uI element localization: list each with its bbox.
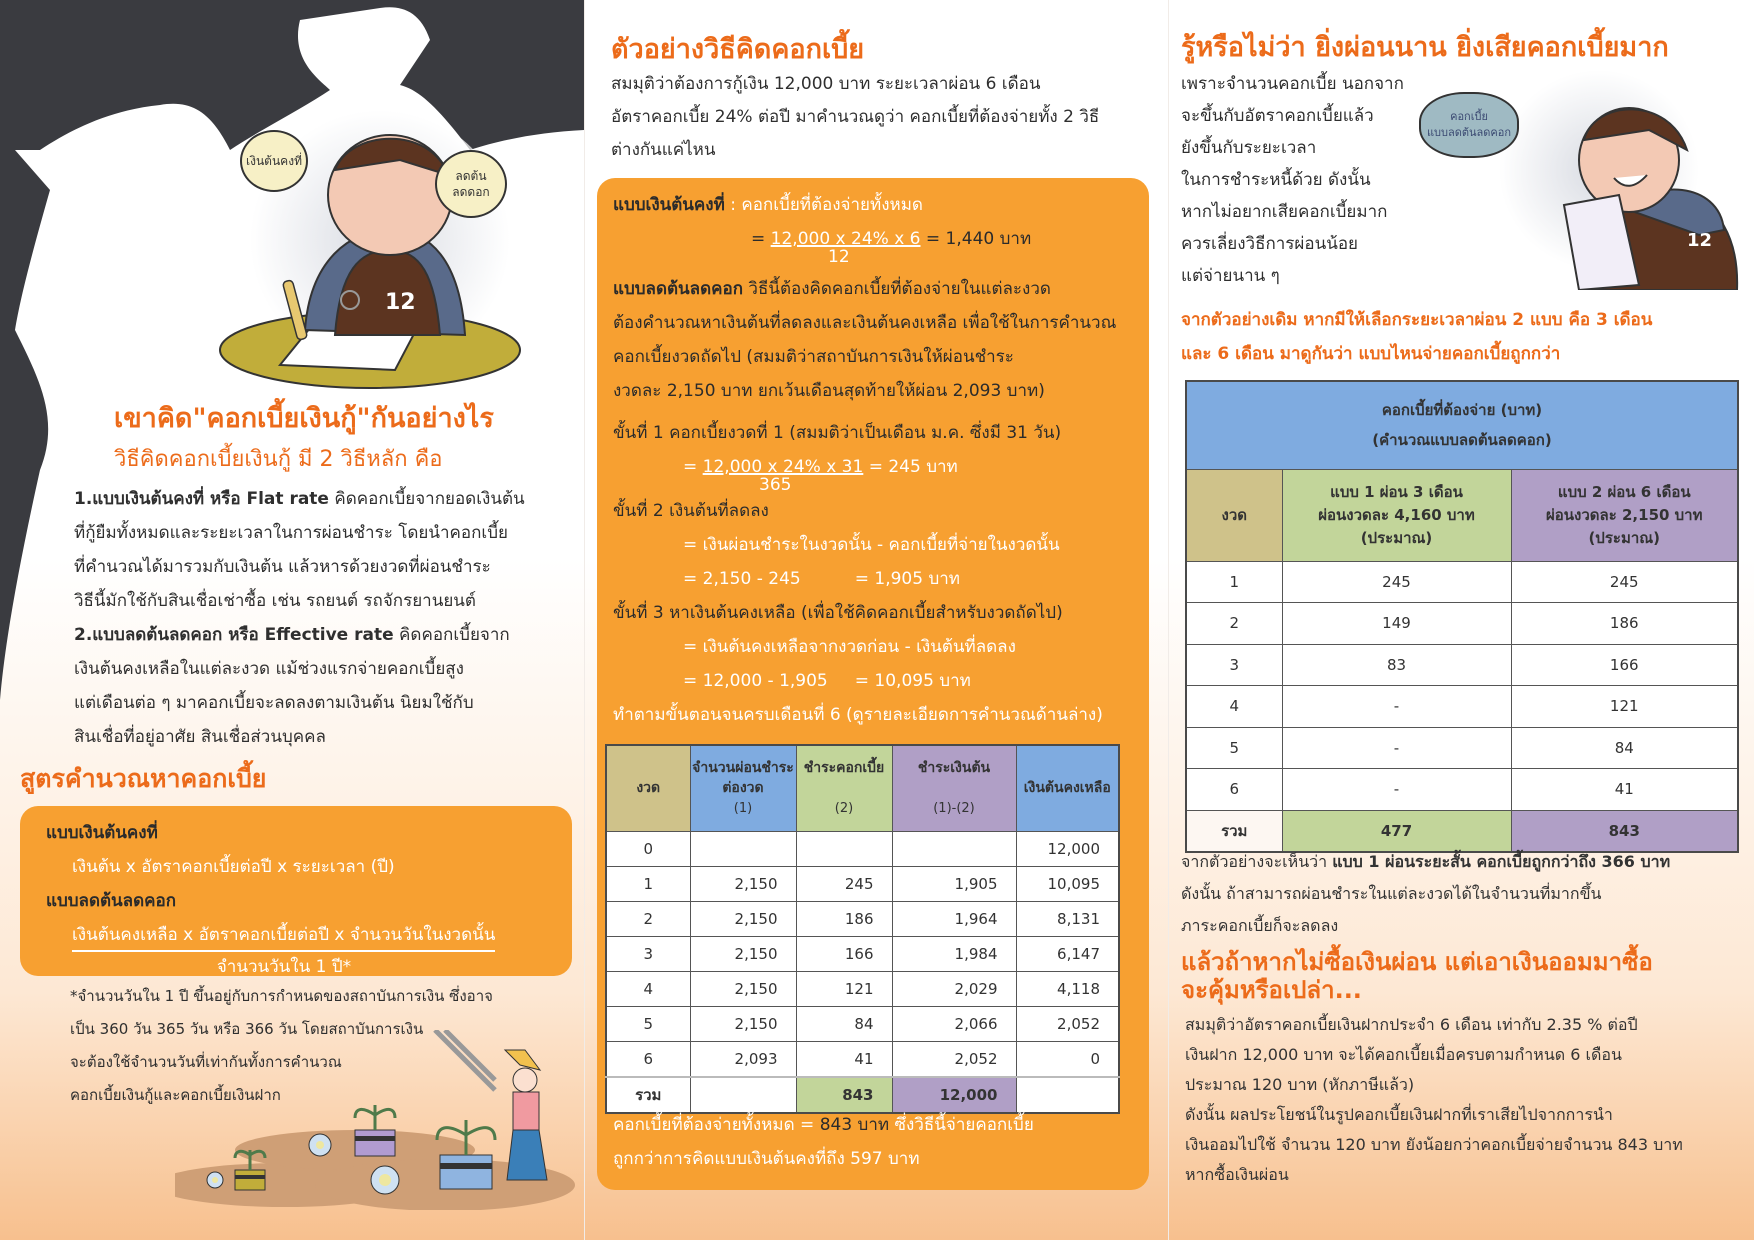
table-cell — [892, 831, 1016, 866]
bubble-text — [1427, 109, 1511, 141]
intro-line: ในการชำระหนี้ด้วย ดังนั้น — [1181, 170, 1371, 190]
table-cell: 2,052 — [1016, 1006, 1119, 1041]
title-line: แล้วถ้าหากไม่ซื้อเงินผ่อน แต่เอาเงินออมมาซื้อ — [1181, 948, 1653, 976]
question-line: และ 6 เดือน มาดูกันว่า แบบไหนจ่ายคอกเบี้ยถูกกว่า — [1181, 344, 1561, 364]
table-cell: 41 — [1511, 769, 1738, 811]
step1-numerator: 12,000 x 24% x 31 — [702, 457, 864, 477]
step2-title: ขั้นที่ 2 เงินต้นที่ลดลง — [613, 501, 769, 521]
table-cell: 5 — [1186, 727, 1282, 769]
reducing-label: แบบลดต้นลดคอก — [613, 279, 743, 299]
header-period: งวด — [1186, 469, 1282, 561]
step3-formula: = เงินต้นคงเหลือจากงวดก่อน - เงินต้นที่ลดลง — [683, 637, 1016, 657]
table-cell: - — [1282, 686, 1511, 728]
table-row — [606, 831, 1119, 866]
step3-calc: = 12,000 - 1,905 = 10,095 บาท — [683, 671, 971, 691]
table-cell: 0 — [606, 831, 690, 866]
comparison-question — [1181, 303, 1652, 371]
table-cell: 41 — [796, 1041, 892, 1077]
table-cell: 121 — [796, 971, 892, 1006]
table-cell: 1 — [606, 866, 690, 901]
step1-calc: = 12,000 x 24% x 31 = 245 บาท — [683, 457, 958, 477]
flat-rate-calc: = 12,000 x 24% x 6 = 1,440 บาท — [751, 229, 1032, 249]
conclusion-line: ดังนั้น ถ้าสามารถผ่อนชำระในแต่ละงวดได้ในจำนวนที่มากขึ้น — [1181, 884, 1602, 903]
table-cell: 2 — [1186, 603, 1282, 645]
saving-line: เงินออมไปใช้ จำนวน 120 บาท ยังน้อยกว่าคอกเบี้ยจ่ายจำนวน 843 บาท — [1185, 1135, 1683, 1154]
total-cell: รวม — [1186, 810, 1282, 852]
man-reading-paper-illustration — [1419, 70, 1739, 290]
comparison-conclusion — [1181, 846, 1741, 942]
formula-section-title: สูตรคำนวณหาคอกเบี้ย — [20, 764, 267, 793]
intro-line: ควรเลี่ยงวิธีการผ่อนน้อย — [1181, 234, 1359, 254]
table-cell: 1,964 — [892, 901, 1016, 936]
question-line: จากตัวอย่างเดิม หากมีให้เลือกระยะเวลาผ่อน 2 แบบ คือ 3 เดือน — [1181, 310, 1653, 330]
saving-line: ประมาณ 120 บาท (หักภาษีแล้ว) — [1185, 1075, 1415, 1094]
table-cell: 245 — [1511, 561, 1738, 603]
flat-formula: เงินต้น x อัตราคอกเบี้ยต่อปี x ระยะเวลา (ปี) — [72, 857, 395, 877]
table-row — [1186, 686, 1738, 728]
flat-calc-result: = 1,440 บาท — [920, 229, 1032, 249]
table-cell: 2,150 — [690, 901, 796, 936]
table-header-row — [1186, 469, 1738, 561]
table-row — [606, 971, 1119, 1006]
header-plan2: แบบ 2 ผ่อน 6 เดือน ผ่อนงวดละ 2,150 บาท (ประมาณ) — [1511, 469, 1738, 561]
result-text: คอกเบี้ยที่ต้องจ่ายทั้งหมด = — [613, 1115, 820, 1135]
footnote-line: เป็น 360 วัน 365 วัน หรือ 366 วัน โดยสถาบันการเงิน — [70, 1020, 424, 1038]
table-cell: 0 — [1016, 1041, 1119, 1077]
table-cell: 10,095 — [1016, 866, 1119, 901]
savings-explanation — [1185, 1010, 1745, 1190]
step1-result: = 245 บาท — [863, 457, 958, 477]
saving-line: สมมุติว่าอัตราคอกเบี้ยเงินฝากประจำ 6 เดือน เท่ากับ 2.35 % ต่อปี — [1185, 1015, 1638, 1034]
longer-term-more-interest-title: รู้หรือไม่ว่า ยิ่งผ่อนนาน ยิ่งเสียคอกเบี้ยมาก — [1181, 32, 1669, 63]
result-line — [613, 1108, 1133, 1142]
table-row — [1186, 769, 1738, 811]
step1-denominator: 365 — [759, 475, 792, 495]
bubble-text — [452, 168, 489, 200]
bubble-text: เงินต้นคงที่ — [246, 154, 302, 168]
total-interest-result — [613, 1108, 1133, 1176]
table-cell — [796, 831, 892, 866]
header-principal-paid: ชำระเงินต้น (1)-(2) — [892, 745, 1016, 831]
table-row — [606, 1006, 1119, 1041]
reducing-desc-line: งวดละ 2,150 บาท ยกเว้นเดือนสุดท้ายให้ผ่อน 2,093 บาท) — [613, 381, 1045, 401]
conclusion-text: จากตัวอย่างจะเห็นว่า — [1181, 852, 1333, 871]
table-row — [1186, 727, 1738, 769]
reducing-desc-line: ต้องคำนวณหาเงินต้นที่ลดลงและเงินต้นคงเหลือ เพื่อใช้ในการคำนวณ — [613, 313, 1117, 333]
table-cell: 186 — [1511, 603, 1738, 645]
step3-title: ขั้นที่ 3 หาเงินต้นคงเหลือ (เพื่อใช้คิดคอกเบี้ยสำหรับงวดถัดไป) — [613, 603, 1063, 623]
amortization-table — [605, 744, 1120, 1114]
bubble-line: ลดต้น — [455, 169, 487, 183]
method2-line: แต่เดือนต่อ ๆ มาคอกเบี้ยจะลดลงตามเงินต้น นิยมใช้กับ — [74, 693, 474, 713]
table-cell: 166 — [1511, 644, 1738, 686]
method2-line — [74, 618, 574, 652]
table-cell: 186 — [796, 901, 892, 936]
table-row — [1186, 603, 1738, 645]
intro-line: ต่างกันแค่ไหน — [611, 140, 716, 160]
table-cell: 3 — [606, 936, 690, 971]
flat-calc-numerator: 12,000 x 24% x 6 — [770, 229, 921, 249]
table-cell: 3 — [1186, 644, 1282, 686]
woman-cutting-credit-card-plants-illustration — [175, 1030, 575, 1210]
method2-line: สินเชื่อที่อยู่อาศัย สินเชื่อส่วนบุคคล — [74, 727, 326, 747]
method1-line: ที่กู้ยืมทั้งหมดและระยะเวลาในการผ่อนชำระ โดยนำคอกเบี้ย — [74, 523, 508, 543]
jersey-number: 12 — [385, 290, 416, 315]
table-cell: 245 — [796, 866, 892, 901]
thought-bubble-reducing — [435, 150, 507, 218]
repeat-note: ทำตามขั้นตอนจนครบเดือนที่ 6 (ดูรายละเอียดการคำนวณด้านล่าง) — [613, 705, 1103, 725]
result-line: ถูกกว่าการคิดแบบเงินต้นคงที่ถึง 597 บาท — [613, 1149, 920, 1169]
table-cell: 2,150 — [690, 866, 796, 901]
reducing-desc-line: คอกเบี้ยงวดถัดไป (สมมติว่าสถาบันการเงินให้ผ่อนชำระ — [613, 347, 1014, 367]
right-column — [1168, 0, 1754, 1240]
total-cell: 477 — [1282, 810, 1511, 852]
methods-description — [74, 482, 574, 754]
result-value: 843 บาท — [819, 1115, 890, 1135]
table-cell: 245 — [1282, 561, 1511, 603]
table-body — [1186, 561, 1738, 852]
table-cell: 12,000 — [1016, 831, 1119, 866]
header-remaining-principal: เงินต้นคงเหลือ — [1016, 745, 1119, 831]
table-row — [606, 866, 1119, 901]
reducing-formula-numerator: เงินต้นคงเหลือ x อัตราคอกเบี้ยต่อปี x จำนวนวันในงวดนั้น — [72, 920, 495, 952]
table-cell: 121 — [1511, 686, 1738, 728]
term-comparison-table — [1185, 380, 1739, 853]
intro-line: อัตราคอกเบี้ย 24% ต่อปี มาคำนวณดูว่า คอกเบี้ยที่ต้องจ่ายทั้ง 2 วิธี — [611, 107, 1100, 127]
caption-line: คอกเบี้ยที่ต้องจ่าย (บาท) — [1381, 401, 1543, 420]
table-cell: 1 — [1186, 561, 1282, 603]
total-cell: รวม — [606, 1077, 690, 1113]
header-installment: จำนวนผ่อนชำระต่องวด (1) — [690, 745, 796, 831]
flat-rate-desc: : คอกเบี้ยที่ต้องจ่ายทั้งหมด — [724, 195, 923, 215]
reducing-line — [613, 272, 1149, 306]
table-cell: 2,029 — [892, 971, 1016, 1006]
method2-label: 2.แบบลดต้นลดคอก หรือ Effective rate — [74, 625, 394, 645]
table-cell: 2,150 — [690, 936, 796, 971]
footnote-line: *จำนวนวันใน 1 ปี ขึ้นอยู่กับการกำหนดของสถาบันการเงิน ซึ่งอาจ — [70, 987, 493, 1005]
table-cell: - — [1282, 727, 1511, 769]
caption-line: (คำนวณแบบลดต้นลดคอก) — [1372, 431, 1552, 450]
total-cell: 843 — [1511, 810, 1738, 852]
method1-line: วิธีนี้มักใช้กับสินเชื่อเช่าซื้อ เช่น รถยนต์ รถจักรยานยนต์ — [74, 591, 476, 611]
step2-calc: = 2,150 - 245 = 1,905 บาท — [683, 569, 961, 589]
intro-line: จะขึ้นกับอัตราคอกเบี้ยแล้ว — [1181, 106, 1374, 126]
table-cell: 4,118 — [1016, 971, 1119, 1006]
table-body — [606, 831, 1119, 1113]
bubble-line: ลดดอก — [452, 185, 490, 199]
table-cell: 4 — [1186, 686, 1282, 728]
table-cell: 2 — [606, 901, 690, 936]
step1-title: ขั้นที่ 1 คอกเบี้ยงวดที่ 1 (สมมติว่าเป็นเดือน ม.ค. ซึ่งมี 31 วัน) — [613, 423, 1062, 443]
header-plan1: แบบ 1 ผ่อน 3 เดือน ผ่อนงวดละ 4,160 บาท (ประมาณ) — [1282, 469, 1511, 561]
saving-line: หากซื้อเงินผ่อน — [1185, 1165, 1289, 1184]
step2-formula: = เงินผ่อนชำระในงวดนั้น - คอกเบี้ยที่จ่ายในงวดนั้น — [683, 535, 1060, 555]
calculation-example-box — [597, 178, 1149, 1190]
man-thinking-illustration — [200, 100, 550, 400]
table-cell: 84 — [1511, 727, 1738, 769]
table-cell: 149 — [1282, 603, 1511, 645]
bubble-line: คอกเบี้ย — [1450, 110, 1488, 123]
table-cell: 4 — [606, 971, 690, 1006]
header-period: งวด — [606, 745, 690, 831]
thought-bubble-fixed-principal — [240, 130, 308, 192]
method1-label: 1.แบบเงินต้นคงที่ หรือ Flat rate — [74, 489, 329, 509]
saving-line: เงินฝาก 12,000 บาท จะได้คอกเบี้ยเมื่อครบตามกำหนด 6 เดือน — [1185, 1045, 1622, 1064]
section-title-how-interest-calculated: เขาคิด"คอกเบี้ยเงินกู้"กันอย่างไร — [114, 403, 494, 434]
intro-line: ยังขึ้นกับระยะเวลา — [1181, 138, 1317, 158]
intro-line: หากไม่อยากเสียคอกเบี้ยมาก — [1181, 202, 1388, 222]
savings-vs-installment-title — [1181, 948, 1653, 1004]
method1-text: คิดคอกเบี้ยจากยอดเงินต้น — [328, 489, 525, 509]
conclusion-line — [1181, 846, 1741, 878]
result-text: ซึ่งวิธีนี้จ่ายคอกเบี้ย — [889, 1115, 1034, 1135]
table-cell: 2,093 — [690, 1041, 796, 1077]
footnote-line: คอกเบี้ยเงินกู้และคอกเบี้ยเงินฝาก — [70, 1086, 281, 1104]
total-cell: 12,000 — [892, 1077, 1016, 1113]
title-line: จะคุ้มหรือเปล่า... — [1181, 976, 1362, 1004]
table-cell: 83 — [1282, 644, 1511, 686]
jersey-number: 12 — [1687, 230, 1713, 251]
table-cell: 2,150 — [690, 1006, 796, 1041]
table-cell: 1,984 — [892, 936, 1016, 971]
table-caption — [1186, 381, 1738, 469]
method1-line: ที่คำนวณได้มารวมกับเงินต้น แล้วหารด้วยงวดที่ผ่อนชำระ — [74, 557, 491, 577]
table-cell: 166 — [796, 936, 892, 971]
conclusion-highlight: แบบ 1 ผ่อนระยะสั้น คอกเบี้ยถูกกว่าถึง 366 บาท — [1332, 852, 1671, 871]
header-interest-paid: ชำระคอกเบี้ย (2) — [796, 745, 892, 831]
method1-line — [74, 482, 574, 516]
left-column — [0, 0, 584, 1240]
table-row — [606, 936, 1119, 971]
table-row — [606, 1041, 1119, 1077]
flat-rate-label: แบบเงินต้นคงที่ — [613, 195, 725, 215]
reducing-formula-label: แบบลดต้นลดคอก — [46, 891, 176, 911]
method2-line: เงินต้นคงเหลือในแต่ละงวด แม้ช่วงแรกจ่ายคอกเบี้ยสูง — [74, 659, 464, 679]
right-intro — [1181, 68, 1431, 292]
flat-calc-denominator: 12 — [828, 247, 850, 267]
conclusion-line: ภาระคอกเบี้ยก็จะลดลง — [1181, 916, 1339, 935]
flat-formula-label: แบบเงินต้นคงที่ — [46, 823, 158, 843]
total-cell: 843 — [796, 1077, 892, 1113]
saving-line: ดังนั้น ผลประโยชน์ในรูปคอกเบี้ยเงินฝากที่เราเสียไปจากการนำ — [1185, 1105, 1613, 1124]
table-cell: 2,066 — [892, 1006, 1016, 1041]
section-subtitle-two-methods: วิธีคิดคอกเบี้ยเงินกู้ มี 2 วิธีหลัก คือ — [114, 447, 443, 472]
bubble-line: แบบลดต้นลดคอก — [1426, 126, 1512, 139]
example-intro — [611, 68, 1161, 167]
reducing-formula-denominator: จำนวนวันใน 1 ปี* — [216, 957, 352, 977]
table-row — [1186, 561, 1738, 603]
intro-line: สมมุติว่าต้องการกู้เงิน 12,000 บาท ระยะเวลาผ่อน 6 เดือน — [611, 74, 1041, 94]
table-cell: 6,147 — [1016, 936, 1119, 971]
table-cell: 6 — [1186, 769, 1282, 811]
intro-line: แต่จ่ายนาน ๆ — [1181, 266, 1280, 286]
table-cell: 84 — [796, 1006, 892, 1041]
table-cell: 1,905 — [892, 866, 1016, 901]
table-cell: 5 — [606, 1006, 690, 1041]
intro-line: เพราะจำนวนคอกเบี้ย นอกจาก — [1181, 74, 1404, 94]
table-header-row — [606, 745, 1119, 831]
table-cell: - — [1282, 769, 1511, 811]
formula-box — [20, 806, 572, 976]
example-section-title: ตัวอย่างวิธีคิดคอกเบี้ย — [611, 34, 865, 65]
middle-column — [584, 0, 1168, 1240]
table-cell: 8,131 — [1016, 901, 1119, 936]
table-cell: 2,150 — [690, 971, 796, 1006]
thought-bubble-reducing-interest — [1419, 92, 1519, 158]
table-row — [1186, 644, 1738, 686]
flat-rate-line — [613, 188, 1149, 222]
table-cell: 2,052 — [892, 1041, 1016, 1077]
table-row — [606, 901, 1119, 936]
table-cell: 6 — [606, 1041, 690, 1077]
method2-text: คิดคอกเบี้ยจาก — [393, 625, 510, 645]
table-caption-row — [1186, 381, 1738, 469]
footnote-line: จะต้องใช้จำนวนวันที่เท่ากันทั้งการคำนวณ — [70, 1053, 342, 1071]
table-cell — [690, 831, 796, 866]
reducing-desc: วิธีนี้ต้องคิดคอกเบี้ยที่ต้องจ่ายในแต่ละงวด — [743, 279, 1051, 299]
